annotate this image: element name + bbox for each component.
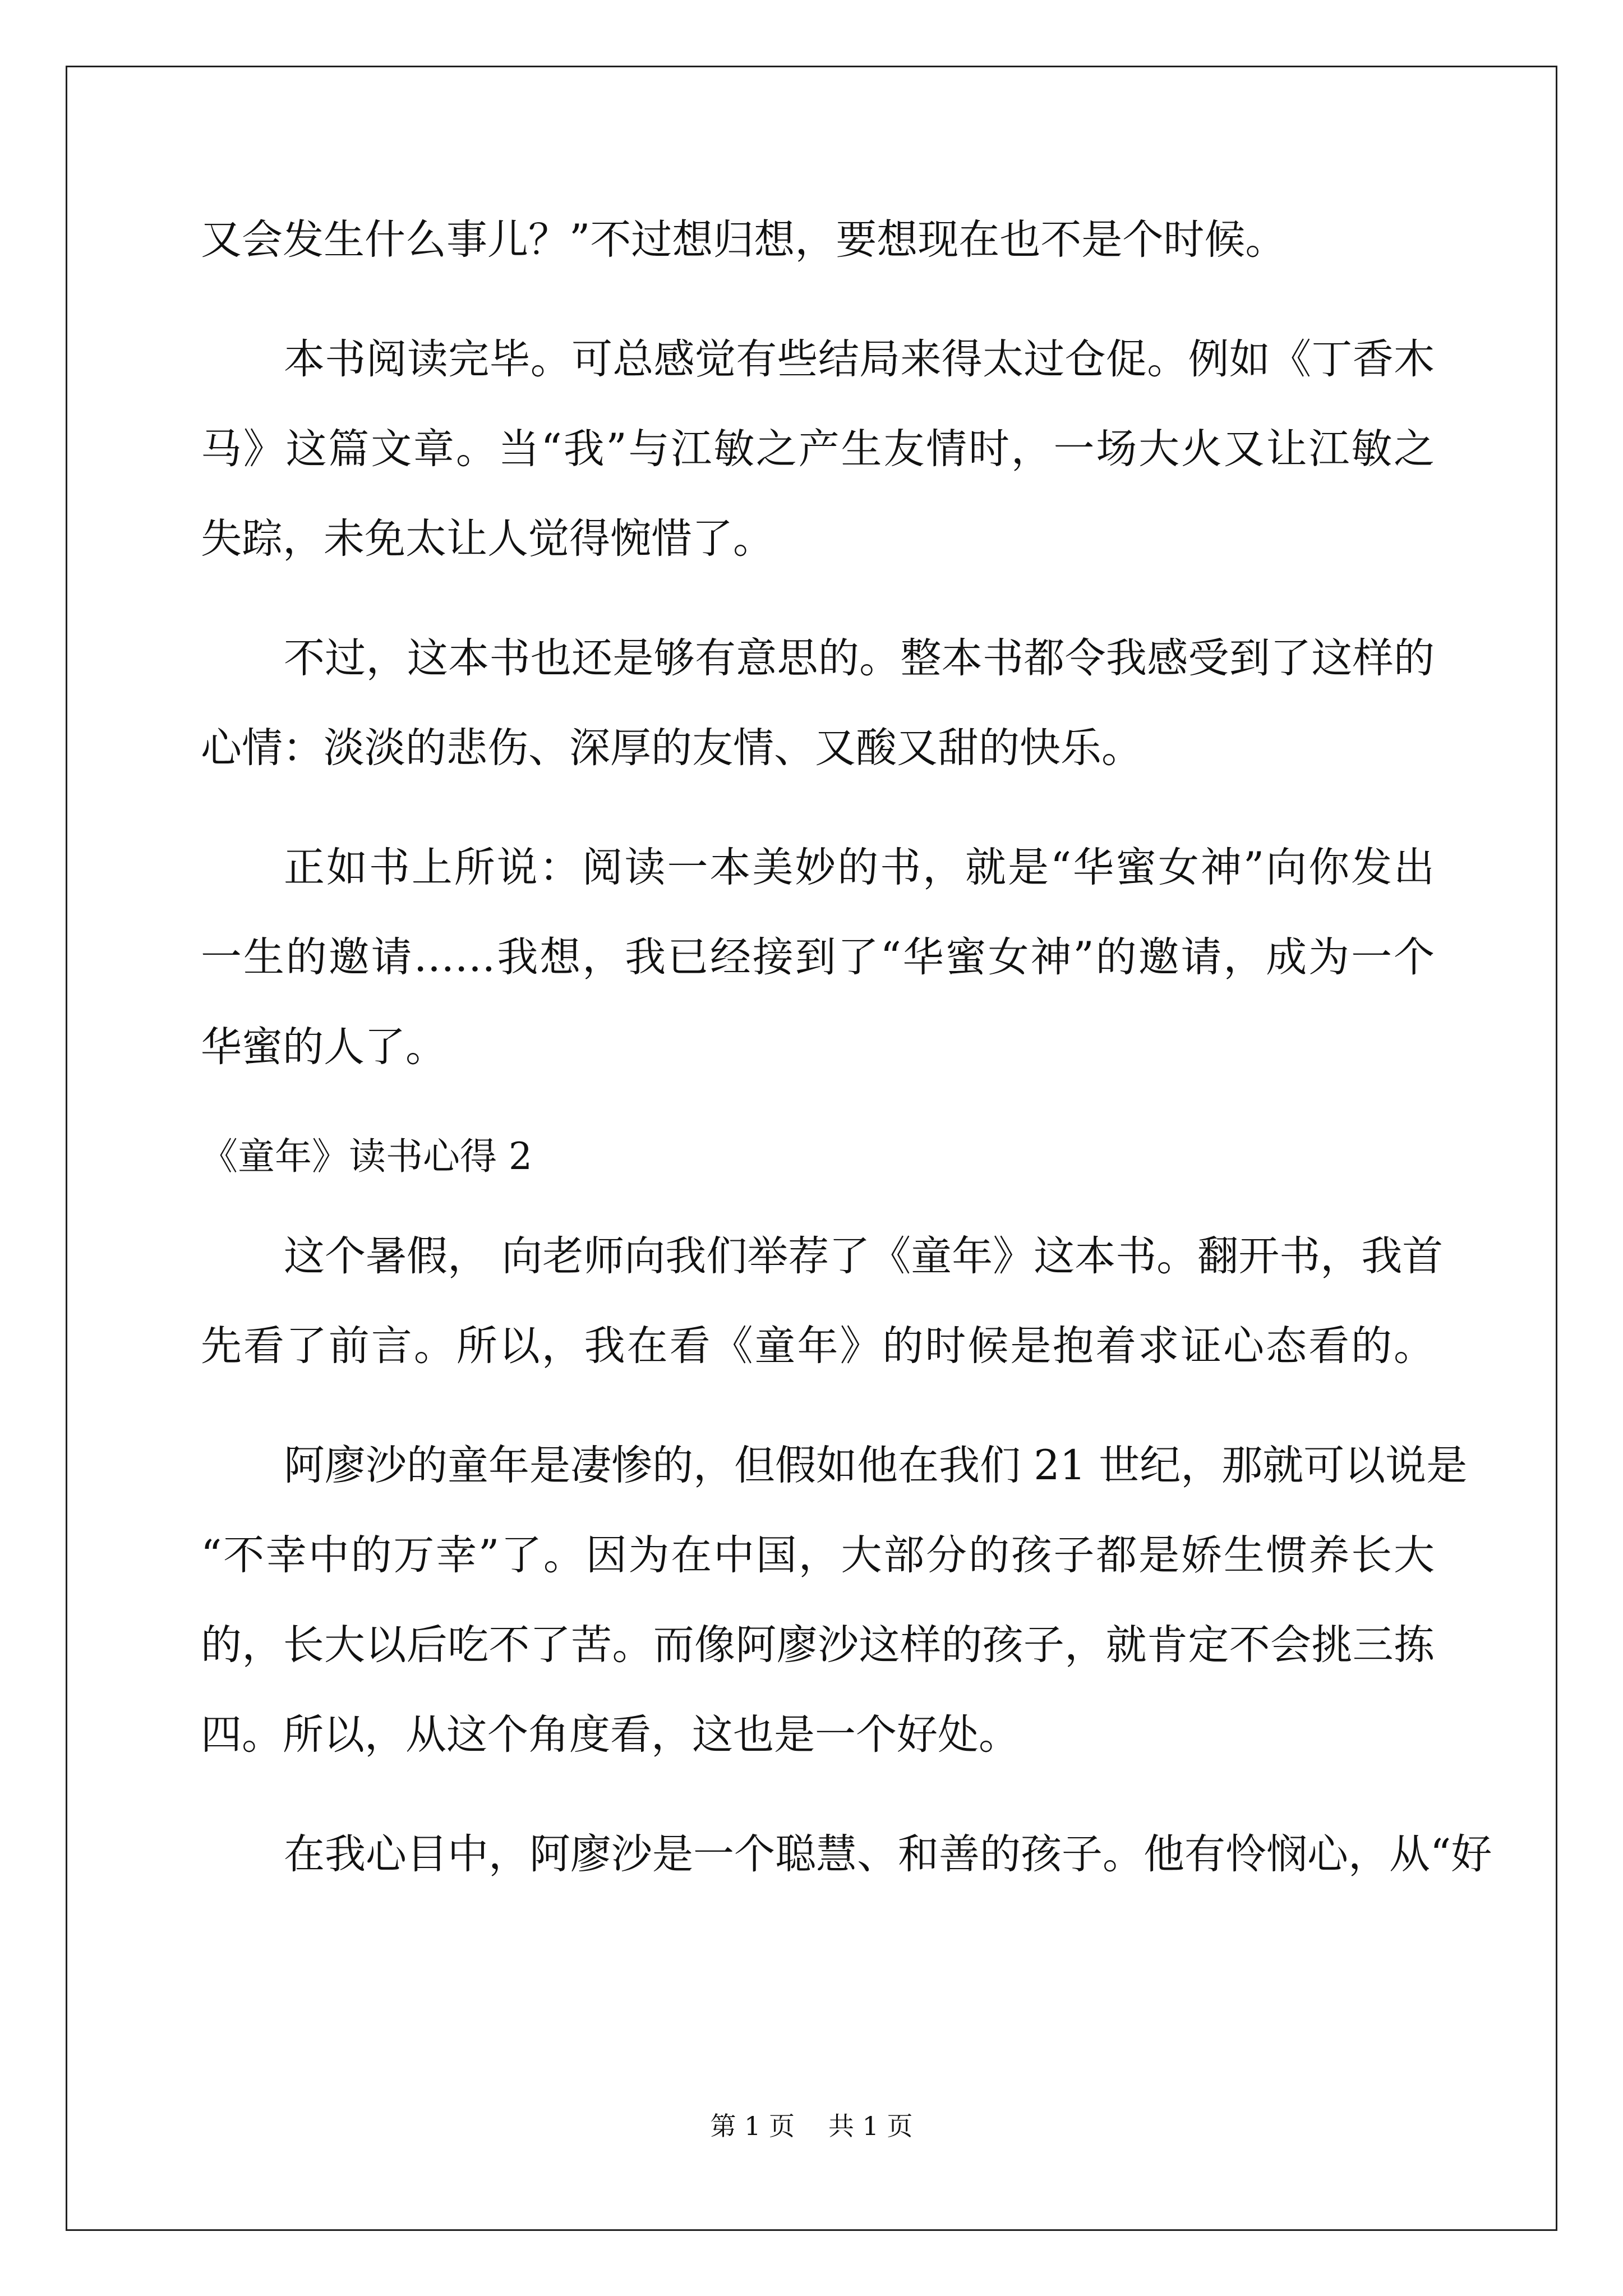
text-line: 又会发生什么事儿？”不过想归想，要想现在也不是个时候。: [201, 216, 1287, 264]
text-line: 心情：淡淡的悲伤、深厚的友情、又酸又甜的快乐。: [201, 724, 1142, 772]
paragraph-start: 本书阅读完毕。可总感觉有些结局来得太过仓促。例如《丁香木: [284, 335, 1435, 383]
page-footer: [0, 2109, 1623, 2143]
section-heading: 《童年》读书心得 2: [201, 1135, 532, 1178]
text-line: 四。所以，从这个角度看，这也是一个好处。: [201, 1711, 1020, 1759]
paragraph-start: 正如书上所说：阅读一本美妙的书，就是“华蜜女神”向你发出: [284, 844, 1435, 891]
text-line: 马》这篇文章。当“我”与江敏之产生友情时，一场大火又让江敏之: [201, 425, 1435, 473]
paragraph-start: 不过，这本书也还是够有意思的。整本书都令我感受到了这样的: [284, 634, 1435, 682]
text-line: 的，长大以后吃不了苦。而像阿廖沙这样的孩子，就肯定不会挑三拣: [201, 1621, 1435, 1669]
page-number: 第 1 页: [710, 2111, 795, 2141]
text-line: “不幸中的万幸”了。因为在中国，大部分的孩子都是娇生惯养长大: [201, 1531, 1435, 1579]
page-total: 共 1 页: [828, 2111, 913, 2141]
text-line: 一生的邀请……我想，我已经接到了“华蜜女神”的邀请，成为一个: [201, 933, 1435, 981]
paragraph-start: 阿廖沙的童年是凄惨的，但假如他在我们 21 世纪，那就可以说是: [284, 1442, 1468, 1489]
text-line: 失踪，未免太让人觉得惋惜了。: [201, 515, 774, 563]
paragraph-start: 在我心目中，阿廖沙是一个聪慧、和善的孩子。他有怜悯心，从“好: [284, 1830, 1492, 1878]
paragraph-start: 这个暑假， 向老师向我们举荐了《童年》这本书。翻开书，我首: [284, 1232, 1444, 1280]
text-line: 先看了前言。所以，我在看《童年》的时候是抱着求证心态看的。: [201, 1322, 1435, 1370]
text-line: 华蜜的人了。: [201, 1023, 446, 1071]
